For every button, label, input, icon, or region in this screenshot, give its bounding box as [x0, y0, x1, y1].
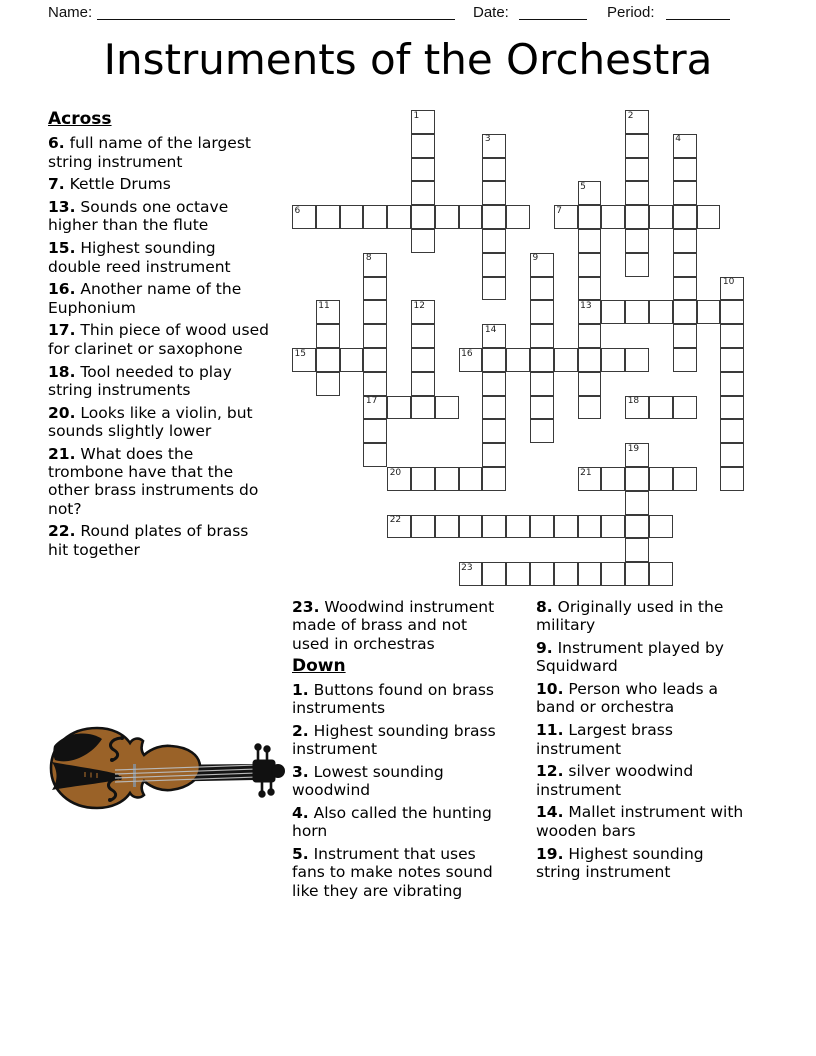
grid-cell-r9-c1[interactable]: [316, 324, 340, 348]
grid-cell-r4-c12[interactable]: [578, 205, 602, 229]
grid-cell-r7-c3[interactable]: [363, 277, 387, 301]
across-clues-column: [48, 110, 272, 564]
grid-cell-r19-c14[interactable]: [625, 562, 649, 586]
grid-cell-r0-c14[interactable]: [625, 110, 649, 134]
grid-cell-r2-c8[interactable]: [482, 158, 506, 182]
grid-cell-r11-c10[interactable]: [530, 372, 554, 396]
across-heading: Across: [48, 109, 112, 129]
grid-cell-r17-c4[interactable]: [387, 515, 411, 539]
grid-cell-r15-c5[interactable]: [411, 467, 435, 491]
cell-number: 22: [389, 515, 402, 526]
clue-number: 2.: [292, 721, 309, 740]
grid-cell-r19-c11[interactable]: [554, 562, 578, 586]
grid-cell-r4-c0[interactable]: [292, 205, 316, 229]
grid-cell-r3-c16[interactable]: [673, 181, 697, 205]
grid-cell-r11-c8[interactable]: [482, 372, 506, 396]
cell-number: 17: [365, 396, 378, 407]
grid-cell-r10-c18[interactable]: [720, 348, 744, 372]
grid-cell-r7-c18[interactable]: [720, 277, 744, 301]
grid-cell-r10-c3[interactable]: [363, 348, 387, 372]
cell-number: 12: [413, 300, 425, 311]
clue-across-17: 17. Thin piece of wood used for clarinet or saxophone: [48, 321, 269, 358]
clue-number: 9.: [536, 639, 553, 658]
clue-down-19: 19. Highest sounding string instrument: [536, 844, 704, 881]
grid-cell-r15-c4[interactable]: [387, 467, 411, 491]
grid-cell-r8-c1[interactable]: [316, 300, 340, 324]
grid-cell-r9-c16[interactable]: [673, 324, 697, 348]
clue-down-10: 10. Person who leads a band or orchestra: [536, 680, 718, 717]
clue-number: 13.: [48, 198, 76, 217]
grid-cell-r10-c10[interactable]: [530, 348, 554, 372]
grid-cell-r5-c5[interactable]: [411, 229, 435, 253]
down-clues-list-continued: [536, 598, 744, 881]
grid-cell-r10-c14[interactable]: [625, 348, 649, 372]
cell-number: 23: [461, 562, 473, 573]
cell-number: 19: [627, 443, 640, 454]
cell-number: 6: [294, 205, 301, 216]
grid-cell-r12-c15[interactable]: [649, 396, 673, 420]
grid-cell-r4-c15[interactable]: [649, 205, 673, 229]
clue-number: 20.: [48, 403, 76, 422]
middle-clues-column: [292, 598, 496, 904]
cell-number: 7: [556, 205, 563, 216]
cell-number: 8: [365, 253, 372, 264]
grid-cell-r8-c5[interactable]: [411, 300, 435, 324]
clue-across-13: 13. Sounds one octave higher than the flute: [48, 198, 229, 235]
grid-cell-r4-c16[interactable]: [673, 205, 697, 229]
grid-cell-r18-c14[interactable]: [625, 538, 649, 562]
grid-cell-r11-c5[interactable]: [411, 372, 435, 396]
grid-cell-r19-c8[interactable]: [482, 562, 506, 586]
cell-number: 13: [580, 300, 592, 311]
grid-cell-r12-c5[interactable]: [411, 396, 435, 420]
grid-cell-r3-c12[interactable]: [578, 181, 602, 205]
grid-cell-r5-c12[interactable]: [578, 229, 602, 253]
grid-cell-r8-c15[interactable]: [649, 300, 673, 324]
grid-cell-r17-c8[interactable]: [482, 515, 506, 539]
grid-cell-r15-c16[interactable]: [673, 467, 697, 491]
grid-cell-r12-c12[interactable]: [578, 396, 602, 420]
grid-cell-r8-c14[interactable]: [625, 300, 649, 324]
clue-down-14: 14. Mallet instrument with wooden bars: [536, 803, 744, 840]
clue-number: 4.: [292, 803, 309, 822]
clue-down-5: 5. Instrument that uses fans to make notes sound like they are vibrating: [292, 845, 493, 900]
grid-cell-r9-c3[interactable]: [363, 324, 387, 348]
grid-cell-r5-c8[interactable]: [482, 229, 506, 253]
grid-cell-r4-c14[interactable]: [625, 205, 649, 229]
clue-across-15: 15. Highest sounding double reed instrument: [48, 239, 231, 276]
grid-cell-r7-c16[interactable]: [673, 277, 697, 301]
grid-cell-r7-c12[interactable]: [578, 277, 602, 301]
cell-number: 10: [722, 277, 735, 288]
grid-cell-r4-c17[interactable]: [697, 205, 721, 229]
cell-number: 4: [675, 134, 682, 145]
name-label: Name:: [48, 4, 93, 21]
clue-across-23: 23. Woodwind instrument made of brass and not used in orchestras: [292, 598, 495, 653]
down-clues-list: [292, 681, 496, 900]
grid-cell-r5-c14[interactable]: [625, 229, 649, 253]
clue-down-1: 1. Buttons found on brass instruments: [292, 680, 494, 717]
clue-number: 5.: [292, 845, 309, 864]
cell-number: 5: [580, 181, 586, 192]
grid-cell-r7-c8[interactable]: [482, 277, 506, 301]
grid-cell-r16-c14[interactable]: [625, 491, 649, 515]
clue-number: 21.: [48, 444, 76, 463]
clue-down-9: 9. Instrument played by Squidward: [536, 639, 724, 676]
grid-cell-r9-c8[interactable]: [482, 324, 506, 348]
cell-number: 3: [484, 134, 491, 145]
clue-number: 19.: [536, 844, 564, 863]
clue-number: 15.: [48, 239, 76, 258]
grid-cell-r17-c10[interactable]: [530, 515, 554, 539]
clue-down-8: 8. Originally used in the military: [536, 598, 724, 635]
violin-pegbox: [253, 744, 285, 797]
grid-cell-r4-c8[interactable]: [482, 205, 506, 229]
clue-down-12: 12. silver woodwind instrument: [536, 762, 694, 799]
grid-cell-r11-c12[interactable]: [578, 372, 602, 396]
clue-number: 17.: [48, 321, 76, 340]
clue-number: 18.: [48, 362, 76, 381]
grid-cell-r15-c15[interactable]: [649, 467, 673, 491]
clue-number: 23.: [292, 598, 320, 616]
grid-cell-r0-c5[interactable]: [411, 110, 435, 134]
grid-cell-r8-c3[interactable]: [363, 300, 387, 324]
grid-cell-r17-c11[interactable]: [554, 515, 578, 539]
grid-cell-r19-c15[interactable]: [649, 562, 673, 586]
right-clues-column: [536, 598, 744, 886]
grid-cell-r13-c18[interactable]: [720, 419, 744, 443]
grid-cell-r3-c5[interactable]: [411, 181, 435, 205]
clue-down-2: 2. Highest sounding brass instrument: [292, 721, 496, 759]
grid-cell-r15-c6[interactable]: [435, 467, 459, 491]
clue-number: 1.: [292, 680, 309, 699]
grid-cell-r19-c10[interactable]: [530, 562, 554, 586]
grid-cell-r13-c10[interactable]: [530, 419, 554, 443]
cell-number: 18: [627, 396, 640, 407]
grid-cell-r4-c9[interactable]: [506, 205, 530, 229]
grid-cell-r4-c5[interactable]: [411, 205, 435, 229]
clue-across-20: 20. Looks like a violin, but sounds slightly lower: [48, 403, 253, 440]
grid-cell-r17-c7[interactable]: [459, 515, 483, 539]
grid-cell-r15-c7[interactable]: [459, 467, 483, 491]
violin-bridge: [133, 764, 136, 787]
grid-cell-r8-c16[interactable]: [673, 300, 697, 324]
grid-cell-r4-c2[interactable]: [340, 205, 364, 229]
grid-cell-r14-c3[interactable]: [363, 443, 387, 467]
grid-cell-r4-c11[interactable]: [554, 205, 578, 229]
clue-down-11: 11. Largest brass instrument: [536, 721, 673, 758]
grid-cell-r10-c11[interactable]: [554, 348, 578, 372]
grid-cell-r14-c14[interactable]: [625, 443, 649, 467]
grid-cell-r3-c8[interactable]: [482, 181, 506, 205]
grid-cell-r8-c17[interactable]: [697, 300, 721, 324]
grid-cell-r10-c7[interactable]: [459, 348, 483, 372]
grid-cell-r17-c12[interactable]: [578, 515, 602, 539]
grid-cell-r17-c9[interactable]: [506, 515, 530, 539]
grid-cell-r12-c6[interactable]: [435, 396, 459, 420]
clue-across-6: 6. full name of the largest string instrument: [48, 134, 251, 171]
date-blank-line[interactable]: [519, 4, 587, 20]
grid-cell-r6-c3[interactable]: [363, 253, 387, 277]
grid-cell-r7-c10[interactable]: [530, 277, 554, 301]
grid-cell-r17-c6[interactable]: [435, 515, 459, 539]
grid-cell-r1-c14[interactable]: [625, 134, 649, 158]
grid-cell-r6-c10[interactable]: [530, 253, 554, 277]
violin-scroll: [272, 765, 285, 778]
cell-number: 14: [484, 324, 497, 335]
clue-across-16: 16. Another name of the Euphonium: [48, 280, 242, 317]
period-label: Period:: [607, 4, 655, 21]
clue-number: 3.: [292, 762, 309, 781]
clue-number: 7.: [48, 175, 65, 194]
grid-cell-r13-c8[interactable]: [482, 419, 506, 443]
across-clues-list: [48, 134, 272, 559]
grid-cell-r10-c1[interactable]: [316, 348, 340, 372]
grid-cell-r4-c1[interactable]: [316, 205, 340, 229]
grid-cell-r9-c18[interactable]: [720, 324, 744, 348]
grid-cell-r12-c10[interactable]: [530, 396, 554, 420]
grid-cell-r10-c5[interactable]: [411, 348, 435, 372]
down-heading: Down: [292, 656, 346, 677]
cell-number: 1: [413, 110, 420, 121]
grid-cell-r10-c16[interactable]: [673, 348, 697, 372]
clue-number: 10.: [536, 680, 564, 699]
clue-across-7: 7. Kettle Drums: [48, 175, 171, 194]
grid-cell-r2-c5[interactable]: [411, 158, 435, 182]
clue-number: 6.: [48, 134, 65, 153]
grid-cell-r4-c13[interactable]: [601, 205, 625, 229]
grid-cell-r19-c12[interactable]: [578, 562, 602, 586]
across-clues-list-continued: [292, 598, 496, 653]
clue-across-18: 18. Tool needed to play string instruments: [48, 362, 232, 399]
grid-cell-r2-c14[interactable]: [625, 158, 649, 182]
grid-cell-r11-c3[interactable]: [363, 372, 387, 396]
grid-cell-r1-c5[interactable]: [411, 134, 435, 158]
cell-number: 16: [461, 348, 473, 359]
grid-cell-r14-c8[interactable]: [482, 443, 506, 467]
grid-cell-r4-c7[interactable]: [459, 205, 483, 229]
grid-cell-r8-c12[interactable]: [578, 300, 602, 324]
cell-number: 2: [627, 110, 634, 121]
cell-number: 9: [532, 253, 539, 264]
grid-cell-r10-c2[interactable]: [340, 348, 364, 372]
grid-cell-r4-c4[interactable]: [387, 205, 411, 229]
grid-cell-r2-c16[interactable]: [673, 158, 697, 182]
grid-cell-r10-c0[interactable]: [292, 348, 316, 372]
clue-number: 12.: [536, 762, 564, 781]
grid-cell-r17-c13[interactable]: [601, 515, 625, 539]
grid-cell-r6-c8[interactable]: [482, 253, 506, 277]
clue-across-22: 22. Round plates of brass hit together: [48, 522, 249, 559]
grid-cell-r6-c14[interactable]: [625, 253, 649, 277]
grid-cell-r12-c14[interactable]: [625, 396, 649, 420]
name-blank-line[interactable]: [97, 4, 455, 20]
clue-number: 22.: [48, 522, 76, 541]
grid-cell-r10-c13[interactable]: [601, 348, 625, 372]
grid-cell-r8-c13[interactable]: [601, 300, 625, 324]
grid-cell-r8-c10[interactable]: [530, 300, 554, 324]
clue-number: 8.: [536, 598, 553, 616]
grid-cell-r5-c16[interactable]: [673, 229, 697, 253]
grid-cell-r13-c3[interactable]: [363, 419, 387, 443]
grid-cell-r19-c7[interactable]: [459, 562, 483, 586]
grid-cell-r19-c13[interactable]: [601, 562, 625, 586]
grid-cell-r14-c18[interactable]: [720, 443, 744, 467]
grid-cell-r4-c3[interactable]: [363, 205, 387, 229]
grid-cell-r1-c16[interactable]: [673, 134, 697, 158]
grid-cell-r3-c14[interactable]: [625, 181, 649, 205]
clue-number: 11.: [536, 721, 564, 740]
grid-cell-r11-c1[interactable]: [316, 372, 340, 396]
cell-number: 20: [389, 467, 402, 478]
grid-cell-r4-c6[interactable]: [435, 205, 459, 229]
grid-cell-r15-c18[interactable]: [720, 467, 744, 491]
grid-cell-r17-c14[interactable]: [625, 515, 649, 539]
grid-cell-r17-c15[interactable]: [649, 515, 673, 539]
clue-across-21: 21. What does the trombone have that the other brass instruments do not?: [48, 444, 259, 518]
cell-number: 15: [294, 348, 306, 359]
clue-down-4: 4. Also called the hunting horn: [292, 803, 492, 841]
violin-image: [45, 720, 285, 820]
grid-cell-r9-c5[interactable]: [411, 324, 435, 348]
grid-cell-r9-c12[interactable]: [578, 324, 602, 348]
grid-cell-r15-c8[interactable]: [482, 467, 506, 491]
clue-number: 16.: [48, 280, 76, 299]
grid-cell-r10-c8[interactable]: [482, 348, 506, 372]
grid-cell-r12-c3[interactable]: [363, 396, 387, 420]
page-title: Instruments of the Orchestra: [103, 35, 713, 84]
grid-cell-r12-c16[interactable]: [673, 396, 697, 420]
grid-cell-r17-c5[interactable]: [411, 515, 435, 539]
grid-cell-r11-c18[interactable]: [720, 372, 744, 396]
grid-cell-r10-c9[interactable]: [506, 348, 530, 372]
grid-cell-r12-c18[interactable]: [720, 396, 744, 420]
grid-cell-r6-c12[interactable]: [578, 253, 602, 277]
grid-cell-r12-c4[interactable]: [387, 396, 411, 420]
cell-number: 21: [580, 467, 592, 478]
grid-cell-r15-c14[interactable]: [625, 467, 649, 491]
date-label: Date:: [473, 4, 509, 21]
cell-number: 11: [318, 300, 330, 311]
grid-cell-r10-c12[interactable]: [578, 348, 602, 372]
grid-cell-r9-c10[interactable]: [530, 324, 554, 348]
grid-cell-r6-c16[interactable]: [673, 253, 697, 277]
clue-number: 14.: [536, 803, 564, 822]
grid-cell-r19-c9[interactable]: [506, 562, 530, 586]
clue-down-3: 3. Lowest sounding woodwind: [292, 762, 444, 800]
grid-cell-r1-c8[interactable]: [482, 134, 506, 158]
crossword-grid: [292, 110, 745, 587]
grid-cell-r15-c13[interactable]: [601, 467, 625, 491]
grid-cell-r12-c8[interactable]: [482, 396, 506, 420]
grid-cell-r8-c18[interactable]: [720, 300, 744, 324]
grid-cell-r15-c12[interactable]: [578, 467, 602, 491]
period-blank-line[interactable]: [666, 4, 730, 20]
